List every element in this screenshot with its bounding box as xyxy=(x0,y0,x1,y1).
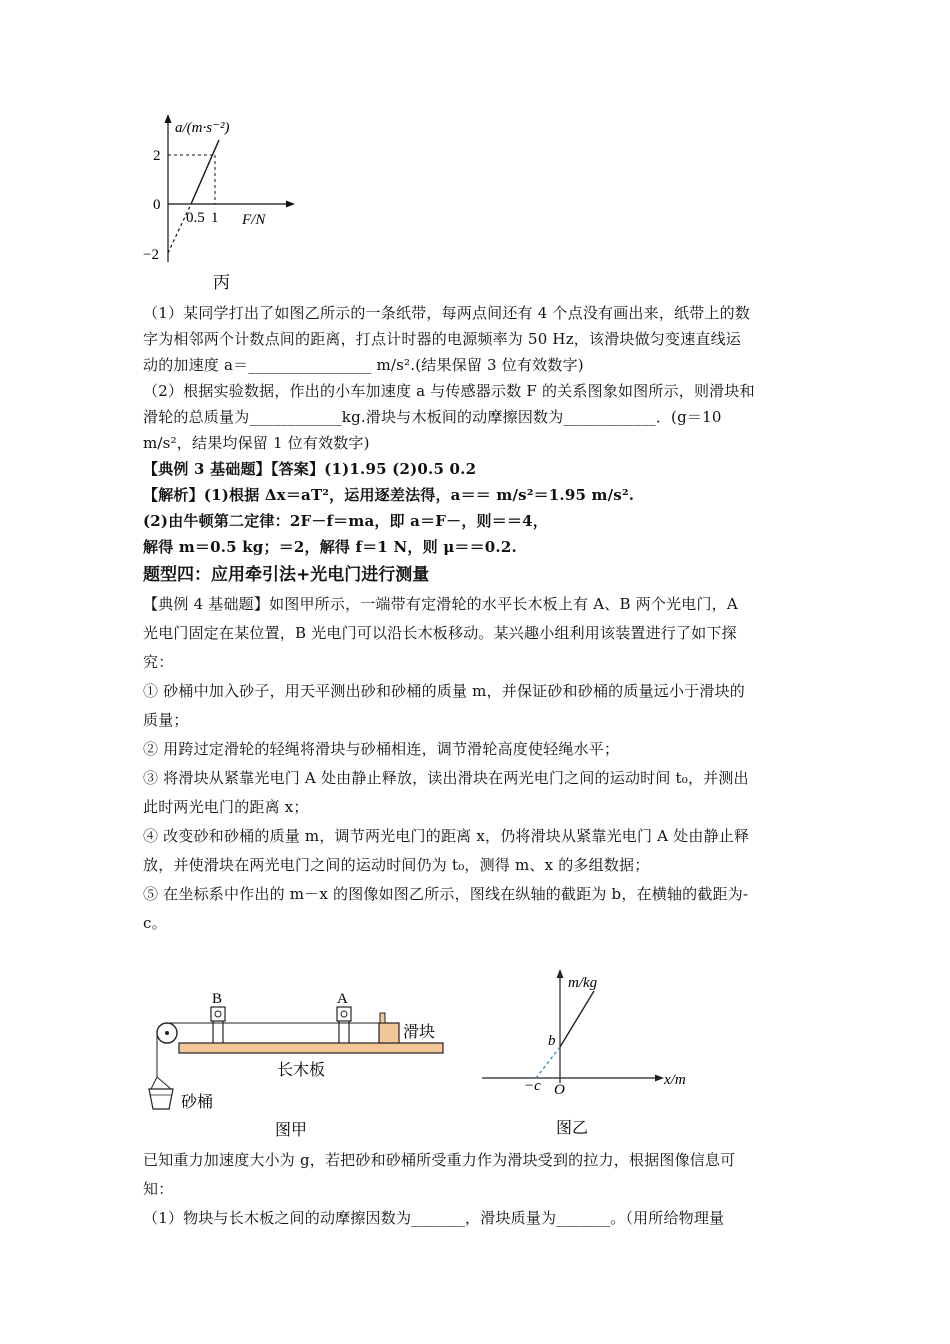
yi-label-b: b xyxy=(548,1033,556,1049)
graph-caption: 丙 xyxy=(213,273,230,292)
bucket-hanger-left xyxy=(151,1077,157,1089)
step4-line-2: 放，并使滑块在两光电门之间的运动时间仍为 t₀，测得 m、x 的多组数据； xyxy=(143,856,650,874)
label-board: 长木板 xyxy=(277,1062,326,1079)
ex4-line-1: 【典例 4 基础题】如图甲所示，一端带有定滑轮的水平长木板上有 A、B 两个光电门，A xyxy=(143,595,738,613)
y-tick-0: 0 xyxy=(153,197,161,213)
label-b: B xyxy=(212,991,223,1007)
x-tick-1: 1 xyxy=(211,210,219,226)
yi-y-axis-arrow xyxy=(557,969,564,978)
step5-line-2: c。 xyxy=(143,914,167,932)
slider-block xyxy=(379,1023,399,1043)
analysis-line-1: 【解析】(1)根据 Δx＝aT²，运用逐差法得，a＝＝ m/s²＝1.95 m/s². xyxy=(143,486,635,504)
q2-line-2: 滑轮的总质量为____________kg.滑块与木板间的动摩擦因数为____________．(g＝10 xyxy=(143,408,722,426)
slider-flag xyxy=(380,1013,385,1023)
y-axis-label: a/(m·s⁻²) xyxy=(175,120,230,136)
figure-jia xyxy=(145,985,455,1140)
step4-line-1: ④ 改变砂和砂桶的质量 m，调节两光电门的距离 x，仍将滑块从紧靠光电门 A 处由静止释 xyxy=(143,827,750,845)
given-line-2: 知： xyxy=(143,1180,174,1198)
pulley-center xyxy=(165,1031,169,1035)
graph-bing xyxy=(135,112,295,297)
ex4-line-3: 究： xyxy=(143,653,174,671)
bucket-hanger-right xyxy=(157,1077,171,1089)
yi-solid-line xyxy=(560,991,594,1047)
y-tick-neg2: −2 xyxy=(143,247,159,263)
x-axis-label: F/N xyxy=(242,212,266,228)
step2-line: ② 用跨过定滑轮的轻绳将滑块与砂桶相连，调节滑轮高度使轻绳水平； xyxy=(143,740,620,758)
label-bucket: 砂桶 xyxy=(181,1094,214,1111)
step3-line-2: 此时两光电门的距离 x； xyxy=(143,798,309,816)
photogate-a-head xyxy=(337,1007,351,1021)
answer-line: 【典例 3 基础题】【答案】(1)1.95 (2)0.5 0.2 xyxy=(143,460,477,478)
yi-x-axis-arrow xyxy=(655,1075,664,1082)
photogate-b-head xyxy=(211,1007,225,1021)
step5-line-1: ⑤ 在坐标系中作出的 m－x 的图像如图乙所示，图线在纵轴的截距为 b，在横轴的截距为- xyxy=(143,885,749,903)
yi-x-axis-label: x/m xyxy=(664,1072,686,1088)
y-axis-arrow xyxy=(165,114,172,123)
analysis-line-2: (2)由牛顿第二定律：2F－f＝ma，即 a＝F－，则＝＝4， xyxy=(143,512,548,530)
label-a: A xyxy=(337,991,348,1007)
caption-yi: 图乙 xyxy=(556,1120,589,1137)
sand-bucket xyxy=(149,1089,173,1109)
analysis-line-3: 解得 m＝0.5 kg；＝2，解得 f＝1 N，则 μ＝＝0.2. xyxy=(143,538,517,556)
q2-line-3: m/s²，结果均保留 1 位有效数字) xyxy=(143,434,370,452)
yi-y-axis-label: m/kg xyxy=(568,975,598,991)
step1-line-1: ① 砂桶中加入砂子，用天平测出砂和砂桶的质量 m，并保证砂和砂桶的质量远小于滑块的 xyxy=(143,682,745,700)
caption-jia: 图甲 xyxy=(275,1122,308,1139)
x-tick-0-5: 0.5 xyxy=(186,210,205,226)
yi-label-neg-c: −c xyxy=(524,1078,541,1094)
q1-line-3: 动的加速度 a＝________________ m/s².(结果保留 3 位有效数字) xyxy=(143,356,584,374)
x-axis-arrow xyxy=(286,201,295,208)
ex4-line-2: 光电门固定在某位置，B 光电门可以沿长木板移动。某兴趣小组利用该装置进行了如下探 xyxy=(143,624,737,642)
step3-line-1: ③ 将滑块从紧靠光电门 A 处由静止释放，读出滑块在两光电门之间的运动时间 t₀，并测出 xyxy=(143,769,749,787)
yi-dashed-line xyxy=(536,1047,560,1078)
last-question-line: （1）物块与长木板之间的动摩擦因数为_______，滑块质量为_______。（用所给物理量 xyxy=(143,1209,725,1227)
yi-label-origin: O xyxy=(554,1082,565,1098)
q1-line-2: 字为相邻两个计数点间的距离，打点计时器的电源频率为 50 Hz，该滑块做匀变速直线运 xyxy=(143,330,742,348)
series-solid-line xyxy=(191,140,219,204)
label-slider: 滑块 xyxy=(403,1024,436,1041)
step1-line-2: 质量； xyxy=(143,711,189,729)
q1-line-1: （1）某同学打出了如图乙所示的一条纸带，每两点间还有 4 个点没有画出来，纸带上的数 xyxy=(143,304,751,322)
long-board xyxy=(179,1043,443,1053)
section-title: 题型四：应用牵引法+光电门进行测量 xyxy=(143,565,430,585)
given-line-1: 已知重力加速度大小为 g，若把砂和砂桶所受重力作为滑块受到的拉力，根据图像信息可 xyxy=(143,1151,736,1169)
figure-yi xyxy=(478,965,698,1140)
y-tick-2: 2 xyxy=(153,148,161,164)
q2-line-1: （2）根据实验数据，作出的小车加速度 a 与传感器示数 F 的关系图象如图所示，则滑块和 xyxy=(143,382,755,400)
